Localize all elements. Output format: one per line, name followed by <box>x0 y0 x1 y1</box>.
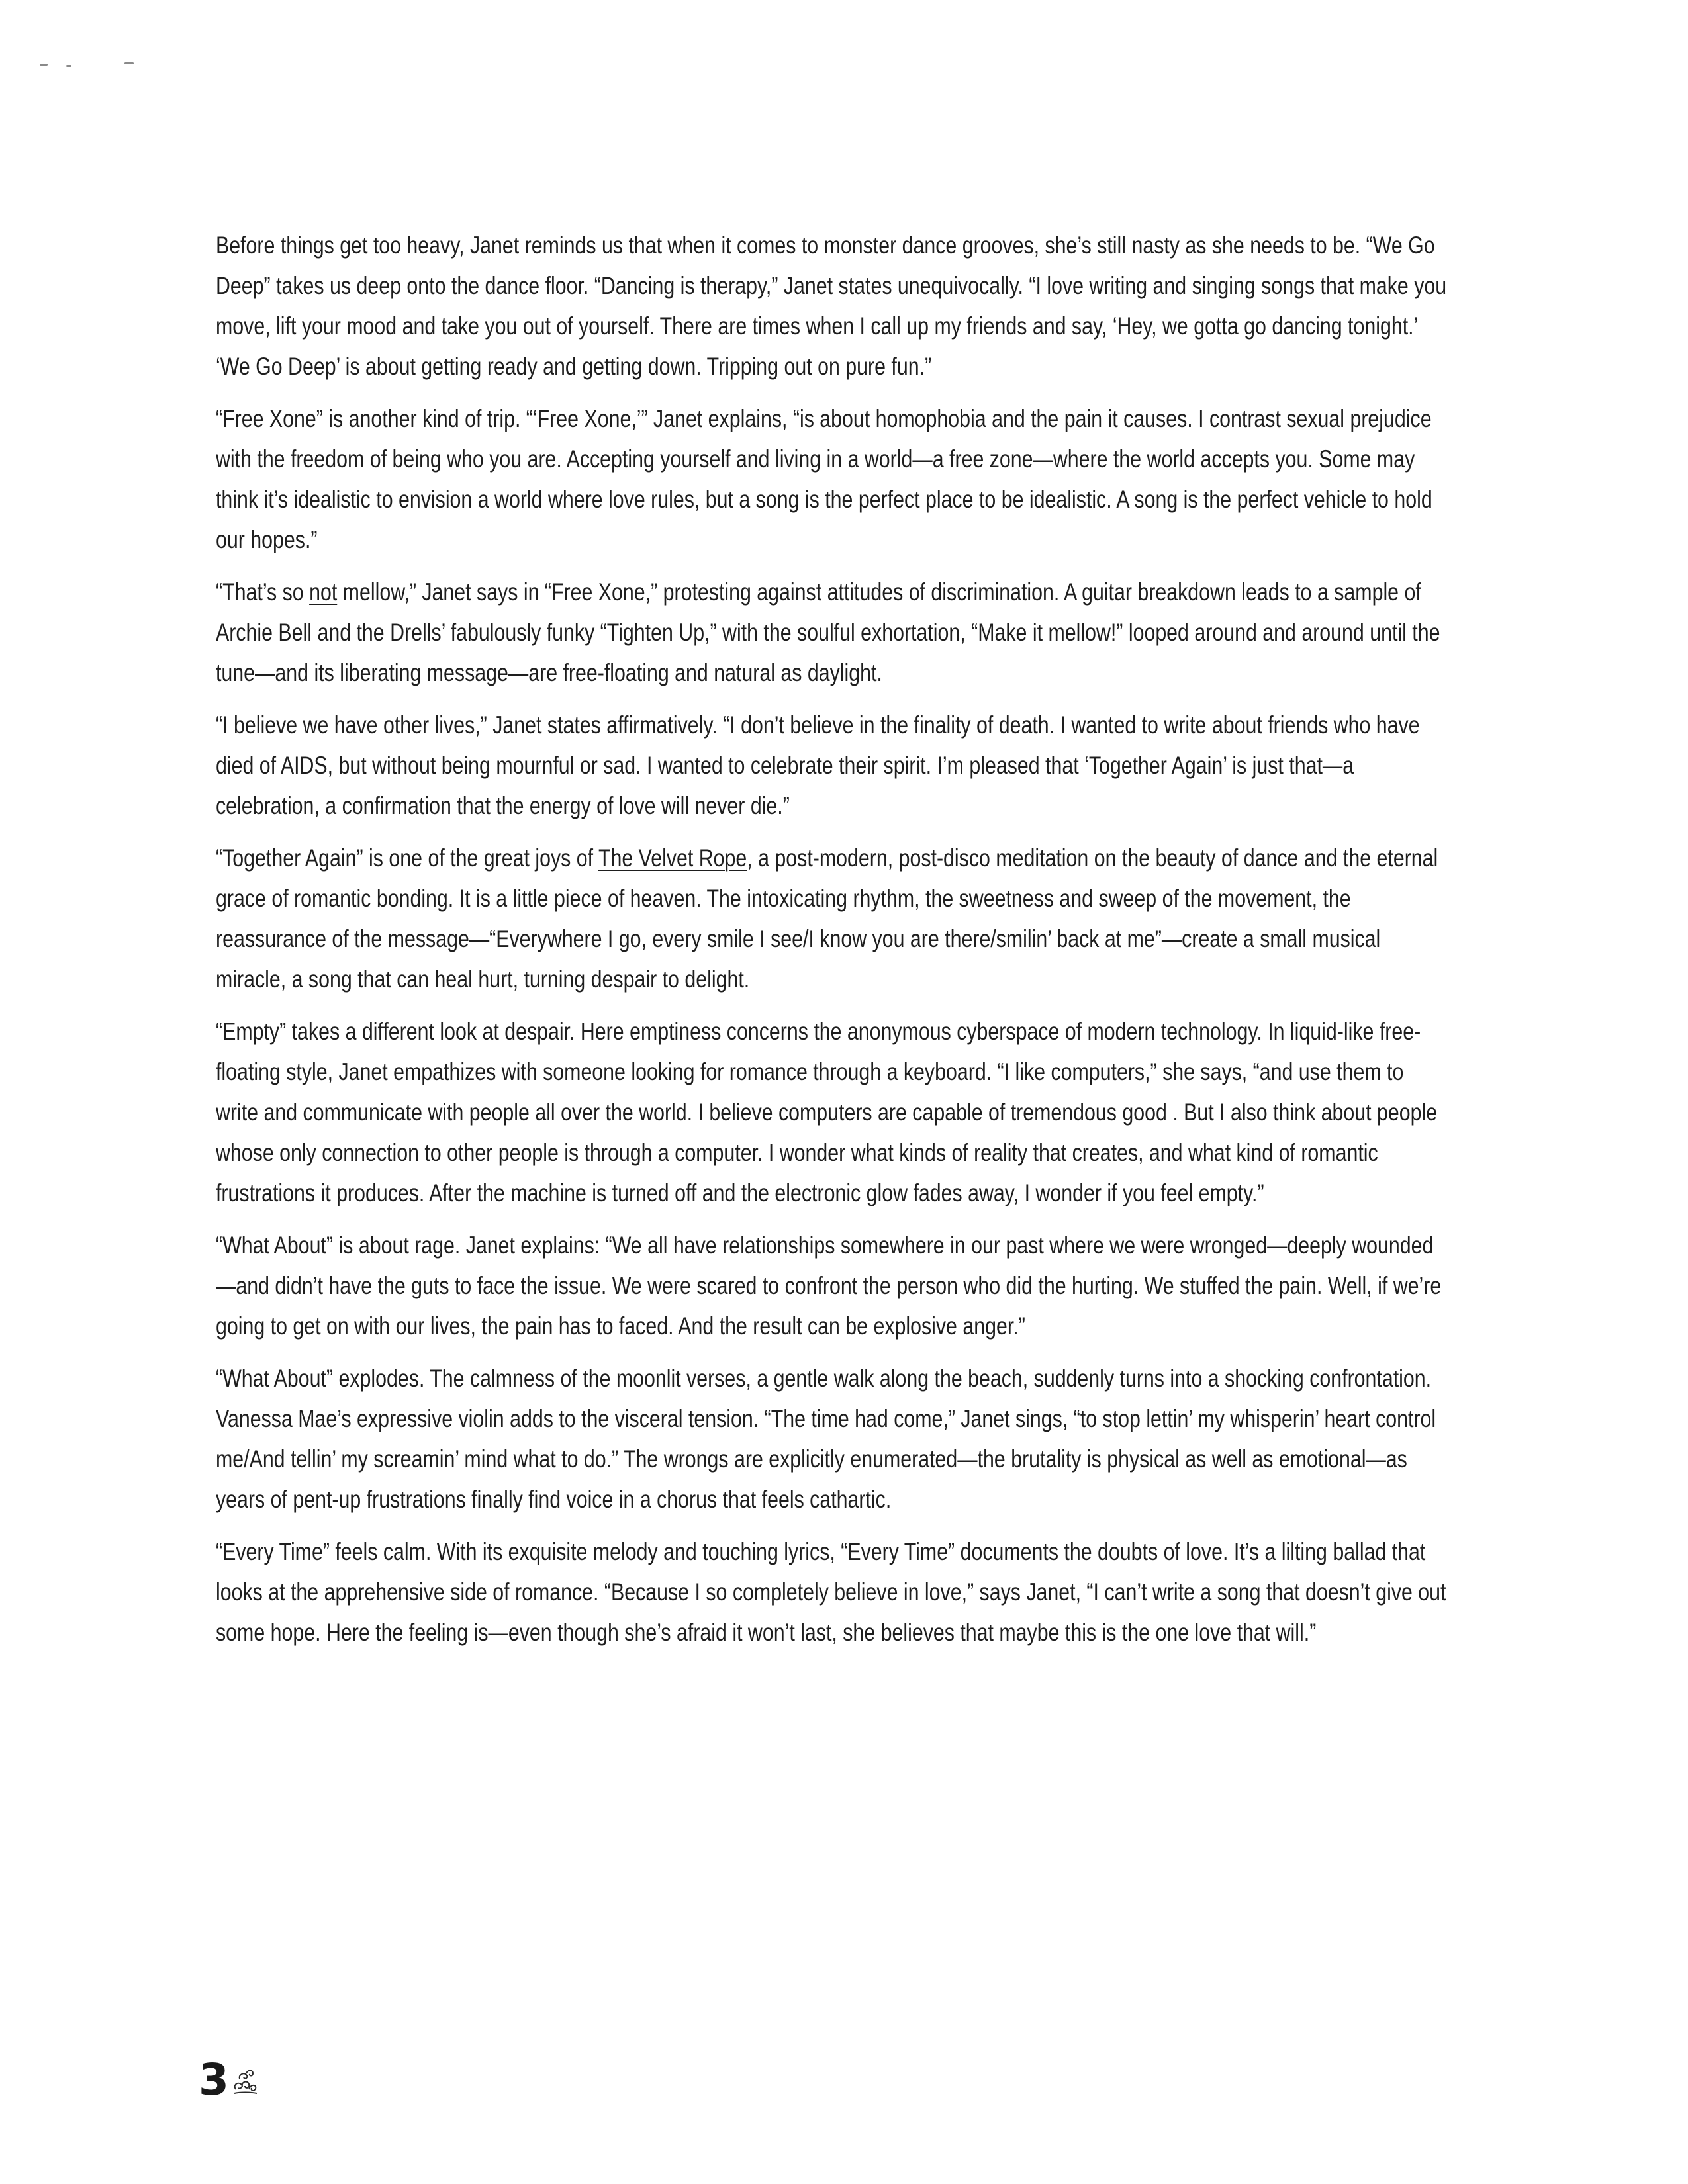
album-title-underlined: The Velvet Rope <box>598 844 747 872</box>
swirl-ornament-icon <box>230 2067 259 2099</box>
paragraph-text: Before things get too heavy, Janet reminds us that when it comes to monster dance grooves, she’s still nasty as she needs to be. “We Go Deep” takes us deep onto the dance floor. “Dancing is therapy,” Janet states unequivocally. “I love writing and singing songs that make you move, lift your mood and take you out of yourself. There are times when I call up my friends and say, ‘Hey, we gotta go dancing tonight.’ ‘We Go Deep’ is about getting ready and getting down. Tripping out on pure fun.” <box>216 232 1447 380</box>
paragraph-together-again <box>216 838 1447 999</box>
paragraph-free-xone <box>216 398 1447 560</box>
paragraph-what-about-explodes <box>216 1358 1447 1520</box>
page-number <box>199 2054 259 2105</box>
paragraph-text: mellow,” Janet says in “Free Xone,” protesting against attitudes of discrimination. A guitar breakdown leads to a sample of Archie Bell and the Drells’ fabulously funky “Tighten Up,” with the soulful exhortation, “Make it mellow!” looped around and around until the tune—and its liberating message—are free-floating and natural as daylight. <box>216 578 1440 686</box>
paragraph-text: “What About” is about rage. Janet explains: “We all have relationships somewhere in our past where we were wronged—deeply wounded—and didn’t have the guts to face the issue. We were scared to confront the person who did the hurting. We stuffed the pain. Well, if we’re going to get on with our lives, the pain has to faced. And the result can be explosive anger.” <box>216 1232 1442 1340</box>
underlined-word-not: not <box>309 578 338 606</box>
paragraph-text: “Empty” takes a different look at despair. Here emptiness concerns the anonymous cyberspace of modern technology. In liquid-like free-floating style, Janet empathizes with someone looking for romance through a keyboard. “I like computers,” she says, “and use them to write and communicate with people all over the world. I believe computers are capable of tremendous good . But I also think about people whose only connection to other people is through a computer. I wonder what kinds of reality that creates, and what kind of romantic frustrations it produces. After the machine is turned off and the electronic glow fades away, I wonder if you feel empty.” <box>216 1018 1438 1206</box>
page-number-digit: 3 <box>199 2054 229 2105</box>
scan-speck-marks <box>40 60 146 73</box>
paragraph-empty <box>216 1011 1447 1213</box>
paragraph-text: “Together Again” is one of the great joys of <box>216 844 598 872</box>
article-body <box>216 225 1447 1664</box>
paragraph-text: “I believe we have other lives,” Janet states affirmatively. “I don’t believe in the finality of death. I wanted to write about friends who have died of AIDS, but without being mournful or sad. I wanted to celebrate their spirit. I’m pleased that ‘Together Again’ is just that—a celebration, a confirmation that the energy of love will never die.” <box>216 711 1420 819</box>
paragraph-text: , a post-modern, post-disco meditation on the beauty of dance and the eternal grace of romantic bonding. It is a little piece of heaven. The intoxicating rhythm, the sweetness and sweep of the movement, the reassurance of the message—“Everywhere I go, every smile I see/I know you are there/smilin’ back at me”—create a small musical miracle, a song that can heal hurt, turning despair to delight. <box>216 844 1438 993</box>
paragraph-text: “Free Xone” is another kind of trip. “‘Free Xone,’” Janet explains, “is about homophobia and the pain it causes. I contrast sexual prejudice with the freedom of being who you are. Accepting yourself and living in a world—a free zone—where the world accepts you. Some may think it’s idealistic to envision a world where love rules, but a song is the perfect place to be idealistic. A song is the perfect vehicle to hold our hopes.” <box>216 405 1432 553</box>
paragraph-not-mellow <box>216 572 1447 693</box>
paragraph-text: “What About” explodes. The calmness of the moonlit verses, a gentle walk along the beach, suddenly turns into a shocking confrontation. Vanessa Mae’s expressive violin adds to the visceral tension. “The time had come,” Janet sings, “to stop lettin’ my whisperin’ heart control me/And tellin’ my screamin’ mind what to do.” The wrongs are explicitly enumerated—the brutality is physical as well as emotional—as years of pent-up frustrations finally find voice in a chorus that feels cathartic. <box>216 1365 1436 1513</box>
paragraph-what-about-rage <box>216 1225 1447 1346</box>
paragraph-text: “Every Time” feels calm. With its exquisite melody and touching lyrics, “Every Time” documents the doubts of love. It’s a lilting ballad that looks at the apprehensive side of romance. “Because I so completely believe in love,” says Janet, “I can’t write a song that doesn’t give out some hope. Here the feeling is—even though she’s afraid it won’t last, she believes that maybe this is the one love that will.” <box>216 1538 1446 1646</box>
paragraph-we-go-deep <box>216 225 1447 387</box>
paragraph-every-time <box>216 1531 1447 1653</box>
paragraph-text: “That’s so <box>216 578 310 606</box>
paragraph-other-lives <box>216 705 1447 826</box>
